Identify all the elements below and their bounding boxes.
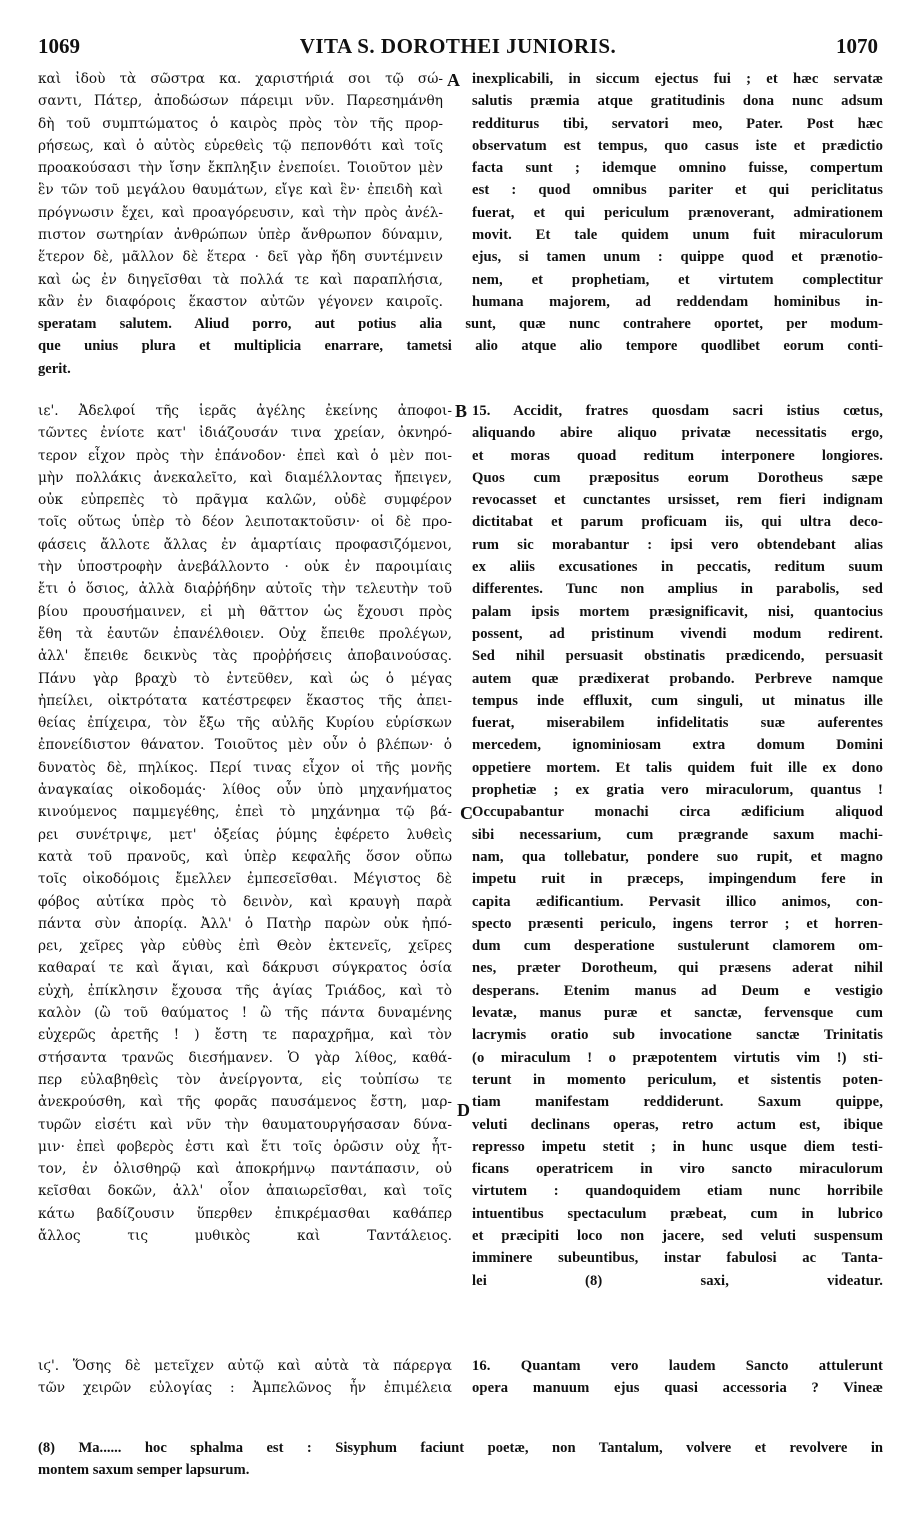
text-line: gerit. [38,360,71,377]
text-line: intuentibus spectaculum præbeat, cum in lubrico [472,1205,883,1222]
text-line: καθαραί τε καὶ ἅγιαι, καὶ δάκρυσι σύγκρατος ὁσία [38,960,452,977]
text-line: nes, præter Dorotheum, qui præsens aderat nihil [472,960,883,977]
text-line: opera manuum ejus quasi accessoria ? Vineæ [472,1380,883,1397]
page-number-left: 1069 [38,34,80,58]
latin-column-section-15 [472,400,883,1292]
footnote [38,1437,883,1482]
text-line: φόβος αὐτίκα πρὸς τὸ δεινὸν, καὶ κραυγὴ παρὰ [38,893,452,910]
text-line: salutis præmia atque gratitudinis dona nunc adsum [472,93,883,110]
text-line: ἀλλ' ἔπειθε δεικνὺς τὰς προῤῥήσεις ἀποβαινούσας. [38,648,452,665]
text-line: movit. Et tale quidem unum fuit miraculorum [472,227,883,244]
text-line: et moras quoad reditum interponere longiores. [472,447,883,464]
text-line: levatæ, manus puræ et sanctæ, fervensque cum [472,1005,883,1022]
running-header [38,34,878,64]
text-line: nem, et prophetiam, et virtutem complectitur [472,271,883,288]
text-line: κάτω βαδίζουσιν ὕπερθεν ἐπικρέμασθαι καθάπερ [38,1205,452,1222]
text-line: specto præsenti periculo, ingens terror ; et horren- [472,915,883,932]
text-line: desperans. Etenim manus ad Deum e vestigio [472,982,883,999]
margin-letter-b: B [455,401,468,421]
text-line: redditurus tibi, servatori meo, Pater. Post hæc [472,115,883,132]
text-line: πάντα σὺν ἀπορίᾳ. Ἀλλ' ὁ Πατὴρ παρὼν οὐκ ἠπό- [38,915,452,932]
latin-full-width-passage [38,313,883,380]
text-line: humana majorem, ad reddendam hominibus in- [472,293,883,310]
text-line: στήσαντα τρανῶς διεσήμανεν. Ὁ γὰρ λίθος, καθά- [38,1049,452,1066]
text-line: ρει συνέτριψε, μετ' ὀξείας ῥύμης ἐφέρετο λυθεὶς [38,826,452,843]
text-line: ἀναγκαίας οἰκοδομάς· λίθος οὖν ὑπὸ μηχανήματος [38,782,452,799]
text-line: ἕτερον δὲ, μᾶλλον δὲ ἕτερα · δεῖ γὰρ ἤδη συντέμνειν [38,249,443,266]
text-line: τοῖς οὕτως ὑπὲρ τὸ δέον λειποτακτοῦσιν· οἱ δὲ προ- [38,514,452,531]
text-line: καὶ ἰδοὺ τὰ σῶστρα κα. χαριστήριά σοι τῷ σώ- [38,71,443,87]
text-line: est : quod omnibus pariter et qui periclitatus [472,182,883,199]
text-line: κατὰ τοῦ πρανοῦς, καὶ ὑπὲρ κεφαλῆς ὅσον οὔπω [38,848,452,865]
text-line: fuerat, miserabilem infidelitatis suæ auferentes [472,715,883,732]
text-line: Quos cum præpositus eorum Dorotheus sæpe [472,469,883,486]
text-line: dictitabat et parum proficuam iis, qui ultra deco- [472,514,883,531]
greek-column-section-16 [38,1355,452,1400]
text-line: possent, ad pristinum vivendi modum redirent. [472,625,883,642]
text-line: rum sic morabantur : ipsi vero obtendebant alias [472,536,883,553]
text-line: ἐπονείδιστον θάνατον. Τοιοῦτος μὲν οὖν ὁ βλέπων· ὁ [38,737,452,754]
text-line: πιστον σωτηρίαν ἀνθρώπων ὑπὲρ ἄνθρωπον δύναμιν, [38,227,443,244]
text-line: οὐκ εὐπρεπὲς τὸ πρᾶγμα καλῶν, οὐδὲ συμφέρον [38,492,452,509]
text-line: βίου προυσήμαινεν, εἰ μὴ θᾶττον ὡς ἔχουσι πρὸς [38,603,452,620]
text-line: καὶ ὡς ἐν διηγεῖσθαι τὰ πολλά τε καὶ παραπλήσια, [38,271,443,288]
text-line: 15. Accidit, fratres quosdam sacri istius cœtus, [472,403,883,419]
text-line: Occupabantur monachi circa ædificium aliquod [472,804,883,821]
latin-column-section-16 [472,1355,883,1400]
text-line: εὐχὴ, ἐπίκλησιν ἔχουσα τῆς ἁγίας Τριάδος, καὶ τὸ [38,982,452,999]
text-line: nam, qua tollebatur, pondere suo rupit, et magno [472,848,883,865]
text-line: ιϛ'. Ὅσης δὲ μετεῖχεν αὐτῷ καὶ αὐτὰ τὰ πάρεργα [38,1358,452,1374]
text-line: εὐχερῶς ἀρετῆς ! ) ἔστη τε παραχρῆμα, καὶ τὸν [38,1027,452,1044]
latin-column-block-a [472,68,883,313]
text-line: προακούσασι τὴν ἴσην ἔκπληξιν ἐνεποίει. Τοιοῦτον μὲν [38,160,443,177]
margin-letter-a: A [447,70,460,90]
text-line: dum cum desperatione sustulerunt clamorem om- [472,938,883,955]
text-line: τῶντες ἐνίοτε κατ' ἰδιάζουσάν τινα χρείαν, ὀκνηρό- [38,425,452,442]
text-line: palam ipsis mortem præsignificavit, nisi, quantocius [472,603,883,620]
text-line: montem saxum semper lapsurum. [38,1462,250,1479]
text-line: tiam manifestam reddiderunt. Saxum quippe, [472,1094,883,1111]
text-line: (o miraculum ! o præpotentem virtutis vim !) sti- [472,1049,883,1066]
text-line: δυνατὸς δὲ, πηλίκος. Περί τινας εἶχον οἱ τῆς μονῆς [38,759,452,776]
text-line: τερον εἶχον πρὸς τὴν ἐπάνοδον· ἐπεὶ καὶ ὁ μὲν ποι- [38,447,452,464]
text-line: que unius plura et multiplicia enarrare, tametsi alio atque alio tempore quodlibet eorum conti- [38,338,883,355]
text-line: τυρῶν εἰσέτι καὶ νῦν τὴν θαυματουργήσασαν δύνα- [38,1116,452,1133]
text-line: ἀνεκρούσθη, καὶ τῆς φορᾶς παυσάμενος ἔστη, μαρ- [38,1094,452,1111]
text-line: terunt in momento periculum, et sistentis poten- [472,1071,883,1088]
text-line: τῶν χειρῶν εὐλογίας : Ἀμπελῶνος ἦν ἐπιμέλεια [38,1380,452,1397]
text-line: tempus inde effluxit, cum singuli, ut minatus ille [472,692,883,709]
text-line: ἠπείλει, οἰκτρότατα κατέστρεφεν ἕκαστος τῆς ἀπει- [38,692,452,709]
text-line: 16. Quantam vero laudem Sancto attulerunt [472,1358,883,1374]
text-line: θείας ἐπίχειρα, τὸν ἔξω τῆς αὐλῆς Κυρίου εὑρίσκων [38,715,452,732]
text-line: Πάνυ γὰρ βραχὺ τὸ ἐντεῦθεν, καὶ ὡς ὁ μέγας [38,670,452,687]
text-line: fuerat, et qui periculum prænoverant, admirationem [472,204,883,221]
text-line: ἔτι ὁ ὅσιος, ἀλλὰ διαῤῥήδην αὐτοῖς τὴν τελευτὴν τοῦ [38,581,452,598]
text-line: represso impetu stetit ; in hunc usque diem testi- [472,1138,883,1155]
text-line: prophetiæ ; ex gratia vero miraculorum, quantus ! [472,782,883,799]
text-line: κἂν ἐν διαφόροις ἕκαστον αὐτῶν γέγονεν καιροῖς. [38,293,443,310]
text-line: virtutem : quandoquidem etiam nunc horribile [472,1183,883,1200]
text-line: μὴν πολλάκις ἀνεκαλεῖτο, καὶ διαμέλλοντας ἤπειγεν, [38,469,452,486]
text-line: observatum est tempus, quo casus iste et prædictio [472,137,883,154]
text-line: ficans operatricem in viro sancto miraculorum [472,1161,883,1178]
text-line: σαντι, Πάτερ, ἀποδώσων πάρειμι νῦν. Παρεσημάνθη [38,93,443,110]
margin-letter-c: C [460,803,473,823]
running-title: VITA S. DOROTHEI JUNIORIS. [299,34,617,58]
text-line: τὴν ὑποστροφὴν ἀνεβάλλοντο · οὐκ ἐν παροιμίαις [38,559,452,576]
text-line: lacrymis oratio sub invocatione sanctæ Trinitatis [472,1027,883,1044]
text-line: mercedem, ignominiosam extra domum Domini [472,737,883,754]
text-line: impetu ruit in præceps, impingendum fere in [472,871,883,888]
text-line: ex aliis excusationes in peccatis, reditum suum [472,559,883,576]
text-line: τοῖς οἰκοδόμοις ἔμελλεν ἐμπεσεῖσθαι. Μέγιστος δὲ [38,871,452,888]
text-line: κινούμενος παμμεγέθης, ἐπεὶ τὸ μηχάνημα τῷ βά- [38,804,452,821]
text-line: differentes. Tunc non amplius in parabolis, sed [472,581,883,598]
text-line: autem quæ prædixerat probando. Perbreve namque [472,670,883,687]
text-line: lei (8) saxi, videatur. [472,1272,883,1289]
text-line: πρόγνωσιν ἔχει, καὶ προαγόρευσιν, καὶ τὴν πρὸς ἀνέλ- [38,204,443,221]
text-line: καλὸν (ὢ τοῦ θαύματος ! ὢ τῆς πάντα δυναμένης [38,1005,452,1022]
text-line: aliquando abire aliquo privatæ necessitatis ergo, [472,425,883,442]
text-line: Sed nihil persuasit obstinatis prædicendo, persuasit [472,648,883,665]
text-line: oppetiere mortem. Et talis quidem fuit ille ex dono [472,759,883,776]
text-line: δὴ τοῦ συμπτώματος ὁ καιρὸς πρὸς τὸν τῆς προρ- [38,115,443,132]
greek-column-block-a [38,68,443,313]
text-line: ρήσεως, καὶ ὁ αὐτὸς εὑρεθεὶς τῷ πεπονθότι καὶ τοῖς [38,137,443,154]
text-line: κεῖσθαι δοκῶν, ἀλλ' οἷον ἀπαιωρεῖσθαι, καὶ τοῖς [38,1183,452,1200]
text-line: imminere subeuntibus, instar fabulosi ac Tanta- [472,1250,883,1267]
text-line: φάσεις ἄλλοτε ἄλλας ἐν ἁμαρτίαις προφασιζόμενοι, [38,536,452,553]
text-line: ἓν τῶν τοῦ μεγάλου θαυμάτων, εἴγε καὶ ἓν· ἐπειδὴ καὶ [38,182,443,199]
text-line: facta sunt ; idemque omnino fuisse, compertum [472,160,883,177]
greek-column-section-15 [38,400,452,1247]
text-line: περ εὐλαβηθεὶς τὸν ἀνείργοντα, εἰς τοὐπίσω τε [38,1071,452,1088]
text-line: ιε'. Ἀδελφοί τῆς ἱερᾶς ἀγέλης ἐκείνης ἀποφοι- [38,403,452,419]
text-line: speratam salutem. Aliud porro, aut potius alia sunt, quæ nunc contrahere oportet, per modum- [38,316,883,332]
text-line: (8) Ma...... hoc sphalma est : Sisyphum faciunt poetæ, non Tantalum, volvere et revolvere in [38,1440,883,1456]
text-line: ἄλλος τις μυθικὸς καὶ Ταντάλειος. [38,1227,452,1244]
page-number-right: 1070 [836,34,878,58]
text-line: ἔθη τὰ ἑαυτῶν ἐπανέλθοιεν. Οὐχ ἔπειθε προλέγων, [38,625,452,642]
text-line: sibi necessarium, cum prægrande saxum machi- [472,826,883,843]
text-line: ρει, χεῖρες γὰρ εὐθὺς ἐπὶ Θεὸν ἐκτενεῖς, χεῖρες [38,938,452,955]
margin-letter-d: D [457,1100,470,1120]
text-line: μιν· ἐπεὶ φοβερὸς ἐστι καὶ ἔτι τοῖς ὁρῶσιν οὐχ ἧτ- [38,1138,452,1155]
text-line: veluti declinans operas, retro actum est, ibique [472,1116,883,1133]
text-line: inexplicabili, in siccum ejectus fui ; et hæc servatæ [472,71,883,87]
text-line: τον, ἐν ὀλισθηρῷ καὶ ἀποκρήμνῳ παντάπασιν, οὐ [38,1161,452,1178]
text-line: revocasset et cunctantes ursisset, rem fieri indignam [472,492,883,509]
text-line: capita ædificantium. Pervasit illico animos, con- [472,893,883,910]
text-line: et præcipiti loco non jacere, sed veluti suspensum [472,1227,883,1244]
text-line: ejus, si tamen unum : quippe quod et prænotio- [472,249,883,266]
